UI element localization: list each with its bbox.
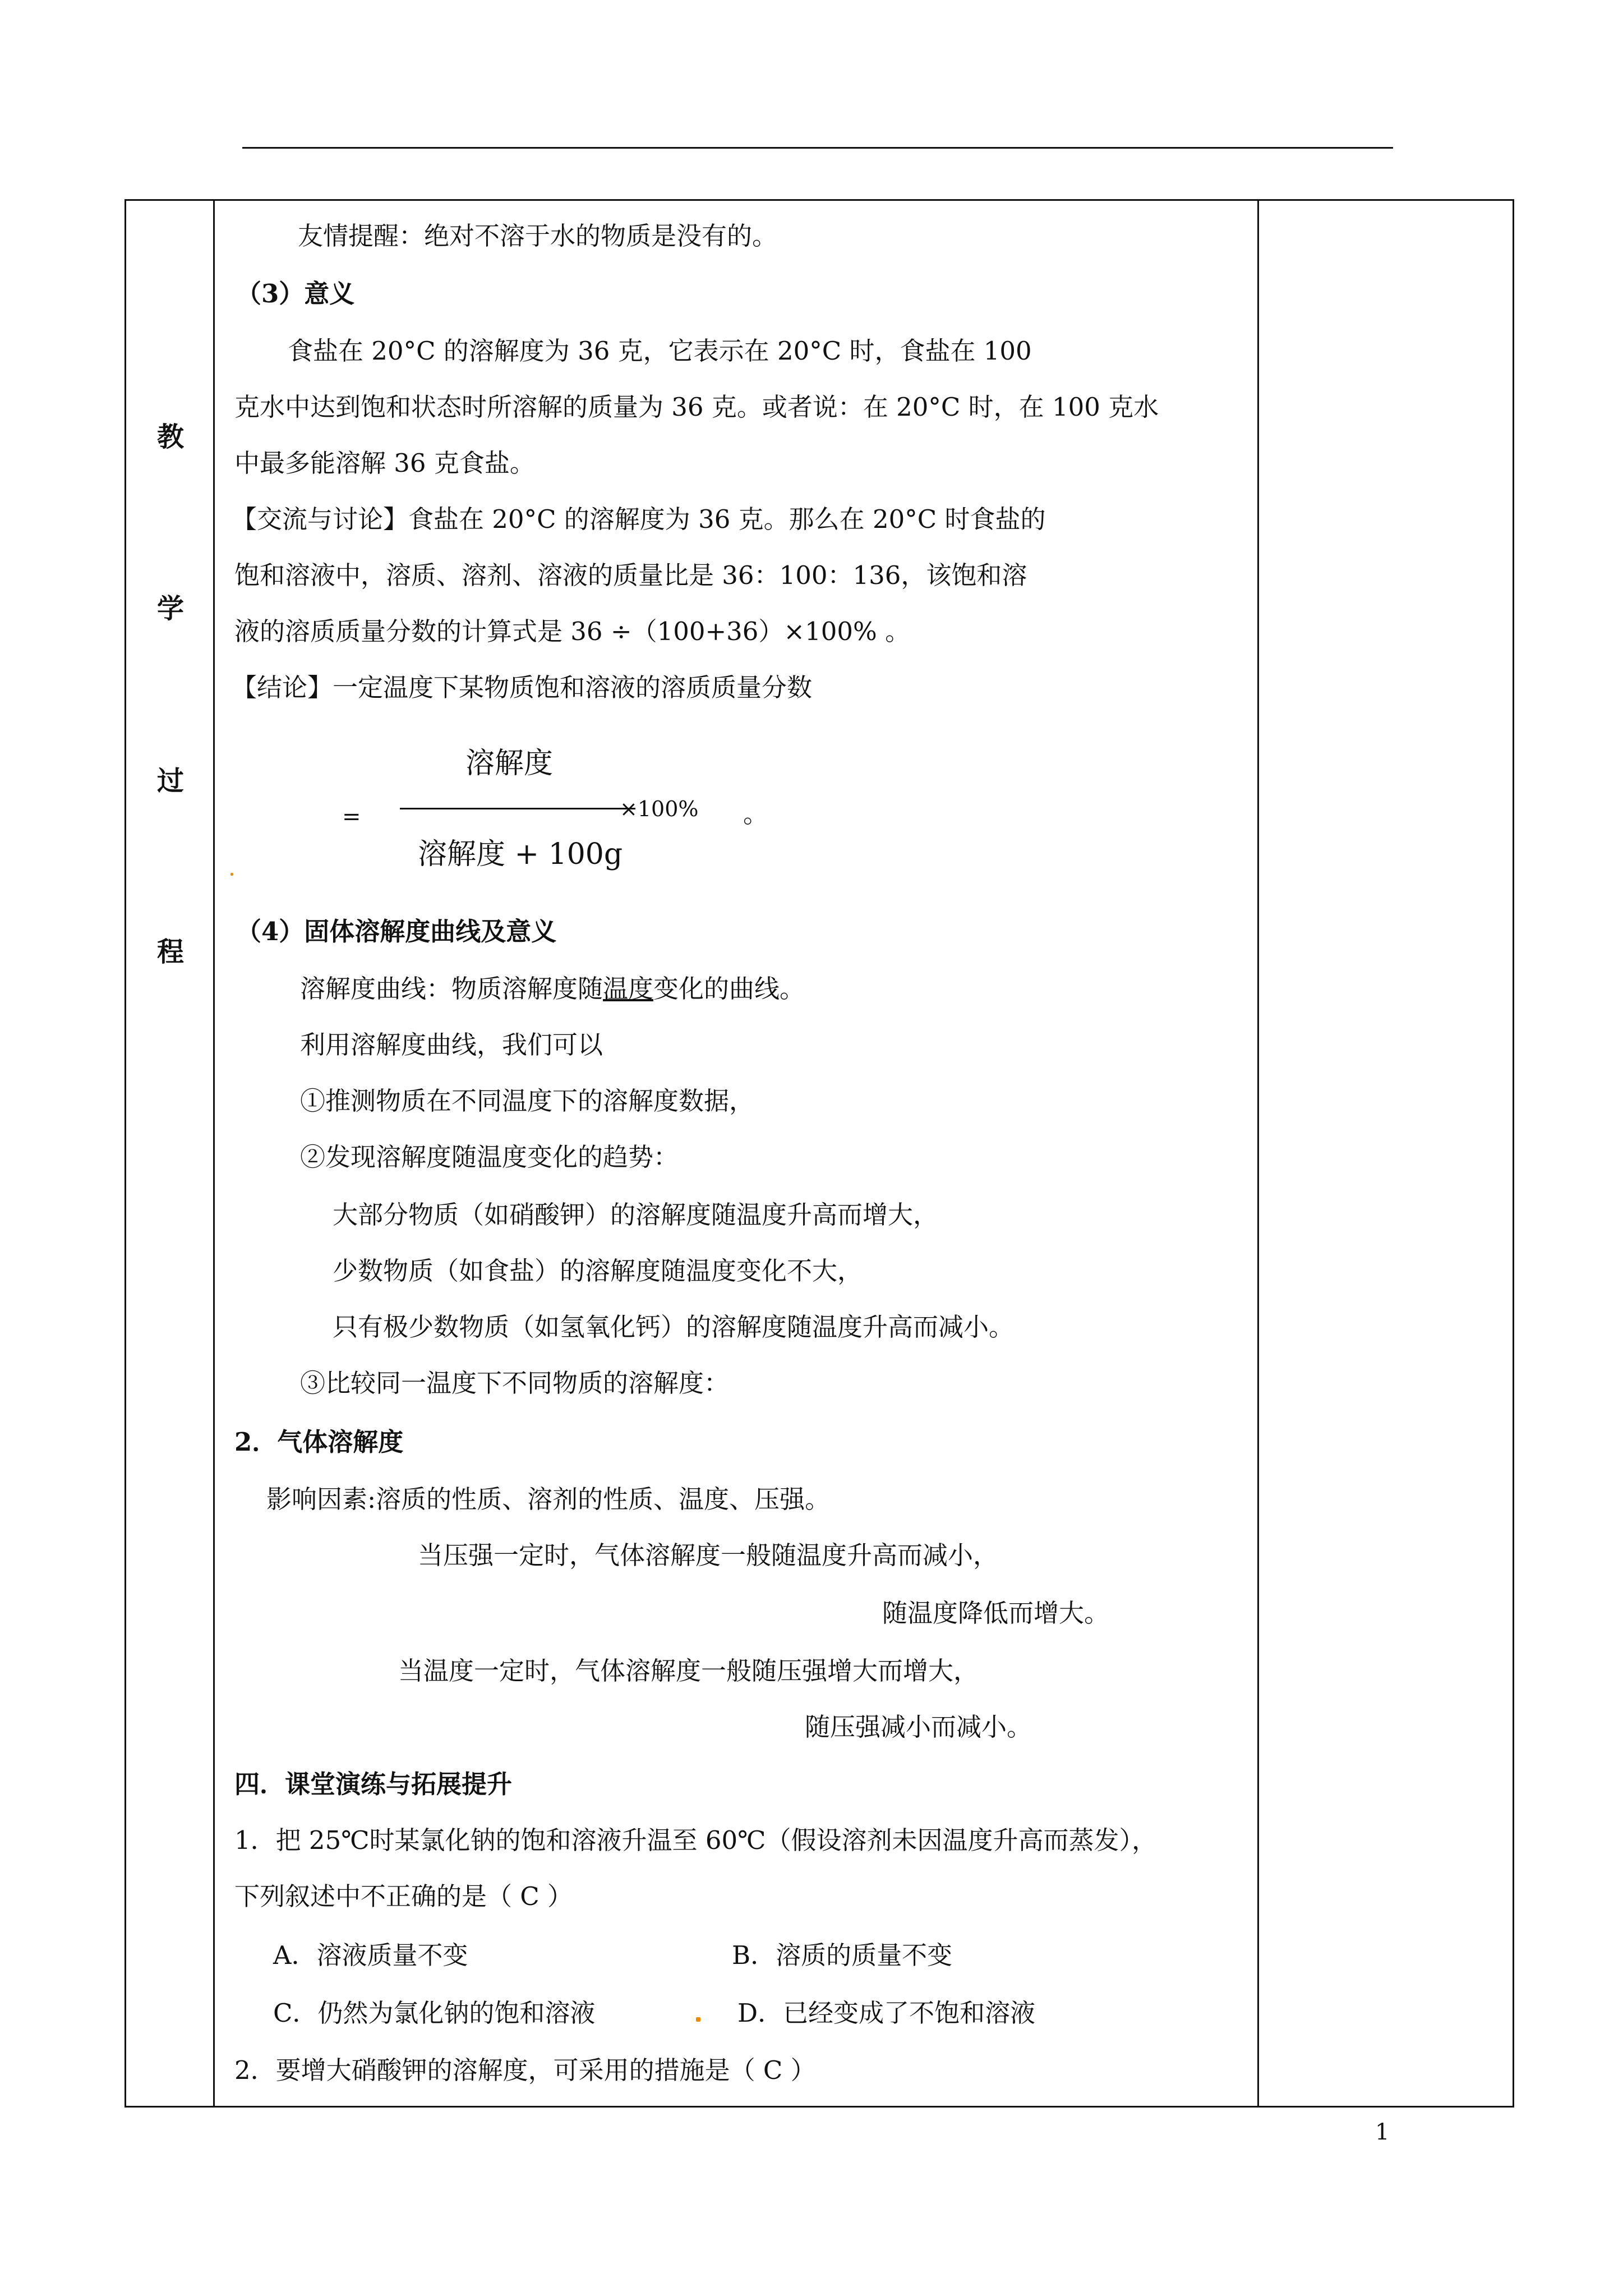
- lesson-table: [125, 199, 1514, 2108]
- heading-char-1: 教: [156, 421, 184, 453]
- trend-line: 大部分物质（如硝酸钾）的溶解度随温度升高而增大，: [333, 1200, 939, 1230]
- conclusion-line: 【结论】一定温度下某物质饱和溶液的溶质质量分数: [232, 673, 813, 702]
- stray-dot: [696, 2017, 700, 2022]
- section-heading-curve: （4）固体溶解度曲线及意义: [236, 917, 557, 946]
- formula-fraction-bar: [400, 808, 635, 809]
- paragraph-line: 克水中达到饱和状态时所溶解的质量为 36 克。或者说：在 20°C 时，在 100 克水: [234, 392, 1159, 422]
- option-b: B．溶质的质量不变: [732, 1940, 953, 1970]
- formula-equals: =: [342, 804, 361, 830]
- curve-use-3: ③比较同一温度下不同物质的溶解度：: [300, 1368, 730, 1398]
- option-c: C．仍然为氯化钠的饱和溶液: [273, 1998, 596, 2028]
- section-heading-meaning: （3）意义: [236, 279, 355, 309]
- discussion-line: 饱和溶液中，溶质、溶剂、溶液的质量比是 36：100：136，该饱和溶: [234, 560, 1027, 590]
- reminder-line: 友情提醒：绝对不溶于水的物质是没有的。: [298, 221, 778, 251]
- trend-line: 只有极少数物质（如氢氧化钙）的溶解度随温度升高而减小。: [333, 1312, 1015, 1342]
- heading-char-3: 过: [156, 765, 184, 797]
- page-number: 1: [1375, 2119, 1390, 2145]
- curve-definition: 溶解度曲线：物质溶解度随温度变化的曲线。: [300, 974, 805, 1004]
- gas-rule-line: 随压强减小而减小。: [805, 1712, 1032, 1742]
- paragraph-line: 中最多能溶解 36 克食盐。: [234, 448, 535, 478]
- header-rule: [242, 147, 1393, 149]
- question-1-line: 1．把 25℃时某氯化钠的饱和溶液升温至 60℃（假设溶剂未因温度升高而蒸发），: [234, 1825, 1157, 1855]
- trend-line: 少数物质（如食盐）的溶解度随温度变化不大，: [333, 1256, 863, 1286]
- formula-denominator: 溶解度 + 100g: [418, 838, 623, 871]
- heading-char-4: 程: [156, 936, 184, 968]
- formula-suffix: ×100%: [620, 797, 699, 821]
- option-d: D．已经变成了不饱和溶液: [737, 1998, 1036, 2028]
- formula-tail: 。: [743, 799, 769, 829]
- section-heading-gas: 2．气体溶解度: [234, 1427, 404, 1457]
- curve-use-1: ①推测物质在不同温度下的溶解度数据，: [300, 1086, 755, 1116]
- column-divider-right: [1257, 201, 1259, 2106]
- gas-factors: 影响因素:溶质的性质、溶剂的性质、温度、压强。: [266, 1484, 831, 1514]
- option-a: A．溶液质量不变: [273, 1940, 468, 1970]
- section-heading-practice: 四．课堂演练与拓展提升: [234, 1769, 513, 1799]
- stray-dot: [230, 873, 233, 876]
- curve-uses-intro: 利用溶解度曲线，我们可以: [300, 1030, 603, 1060]
- curve-use-2: ②发现溶解度随温度变化的趋势：: [300, 1142, 679, 1172]
- question-1-line: 下列叙述中不正确的是（ C ）: [234, 1881, 573, 1911]
- paragraph-line: 食盐在 20°C 的溶解度为 36 克，它表示在 20°C 时，食盐在 100: [288, 336, 1032, 366]
- heading-char-2: 学: [156, 593, 184, 624]
- gas-rule-line: 当压强一定时，气体溶解度一般随温度升高而减小，: [418, 1540, 999, 1570]
- formula-numerator: 溶解度: [465, 747, 554, 780]
- gas-rule-line: 随温度降低而增大。: [882, 1598, 1110, 1628]
- column-divider-left: [213, 201, 215, 2106]
- discussion-line: 液的溶质质量分数的计算式是 36 ÷（100+36）×100% 。: [234, 616, 911, 646]
- question-2-line: 2．要增大硝酸钾的溶解度，可采用的措施是（ C ）: [234, 2055, 816, 2085]
- discussion-line: 【交流与讨论】食盐在 20°C 的溶解度为 36 克。那么在 20°C 时食盐的: [232, 504, 1046, 534]
- gas-rule-line: 当温度一定时，气体溶解度一般随压强增大而增大，: [398, 1656, 979, 1686]
